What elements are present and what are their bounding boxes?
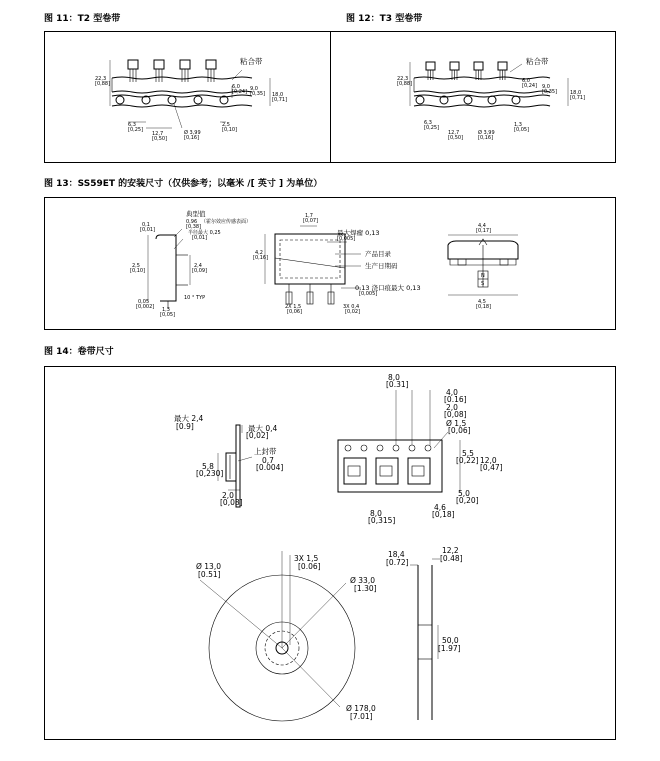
- dim-hole: Ø 1,5: [446, 419, 467, 428]
- fig12-d5i: [0,25]: [424, 125, 440, 131]
- dim-4-5-inch: [0,18]: [476, 304, 492, 310]
- fig11-d4i: [0,71]: [272, 97, 288, 103]
- fig-divider: [330, 31, 331, 163]
- dim-0-1-inch: [0,01]: [140, 227, 156, 233]
- dim-4-6: 4,6: [434, 503, 446, 512]
- dim-2-0b: 2,0: [446, 403, 458, 412]
- lead-dim-inch: [0,02]: [345, 309, 361, 315]
- reel-slot-dim: 3X 1,5: [294, 554, 319, 563]
- dim-4-0: 4,0: [446, 388, 458, 397]
- dim-1-3-inch: [0,05]: [160, 312, 176, 318]
- typical-value-inch: [0,38]: [186, 224, 202, 230]
- radius-note: 半径最大 0,25: [188, 230, 221, 236]
- dim-4-0-inch: [0.16]: [444, 395, 467, 404]
- dim-0-7-inch: [0.004]: [256, 463, 284, 472]
- gate-note: 0,13 浇口痕最大 0,13: [355, 284, 421, 292]
- pole-n: N: [481, 273, 485, 279]
- dim-2-5: 2,5: [132, 263, 140, 269]
- dim-1-7-inch: [0,07]: [303, 218, 319, 224]
- reel-inner-diameter: Ø 33,0: [350, 576, 375, 585]
- max-2-4-inch: [0.9]: [176, 422, 194, 431]
- lead-dim: 3X 0,4: [343, 304, 360, 310]
- fig11-d5i: [0,25]: [128, 127, 144, 133]
- dim-4-6-inch: [0,18]: [432, 510, 455, 519]
- gate-note-inch: [0,005]: [359, 291, 378, 297]
- tape-top-outline: [338, 440, 442, 492]
- fig12-d2i: [0,24]: [522, 83, 538, 89]
- reel-side-outline: [418, 565, 432, 720]
- date-code-label: 生产日期码: [365, 262, 398, 270]
- dim-2-0a-inch: [0,08]: [220, 498, 243, 507]
- dim-4-4: 4,4: [478, 223, 486, 229]
- dim-8-0-top: 8,0: [388, 373, 400, 382]
- fig12-d2: 6,0: [522, 78, 530, 84]
- dim-5-5: 5,5: [462, 449, 474, 458]
- fig12-adhesive-label: 粘合带: [526, 57, 549, 66]
- dim-4-5: 4,5: [478, 299, 486, 305]
- fig12-d8: 1,3: [514, 122, 522, 128]
- fig12-d4: 18,0: [570, 90, 582, 96]
- fig14-tape-top: [330, 370, 510, 530]
- dim-4-4-inch: [0,17]: [476, 228, 492, 234]
- sprocket-holes: [416, 96, 520, 104]
- dim-5-8: 5,8: [202, 462, 214, 471]
- dim-12-0: 12,0: [480, 456, 497, 465]
- fig11-d8i: [0,10]: [222, 127, 238, 133]
- fig12-d6: 12,7: [448, 130, 460, 136]
- fig14-tape-section: [168, 405, 288, 515]
- dim-0-7: 0,7: [262, 456, 274, 465]
- fig14-reel-side: [380, 545, 490, 725]
- dim-5-8-inch: [0,230]: [196, 469, 224, 478]
- product-code-label: 产品目录: [365, 250, 391, 258]
- fig11-d6i: [0,50]: [152, 136, 168, 142]
- fig11-d3: 9,0: [250, 86, 258, 92]
- fig11-d8: 2,5: [222, 122, 230, 128]
- fig11-d5: 6,3: [128, 122, 136, 128]
- fig11-d2: 6,0: [232, 84, 240, 90]
- fig14-reel: [170, 545, 410, 725]
- dim-hole-inch: [0,06]: [448, 426, 471, 435]
- dim-8-0-top-inch: [0.31]: [386, 380, 409, 389]
- fig12-drawing: [392, 50, 592, 150]
- dim-5-0-inch: [0,20]: [456, 496, 479, 505]
- fig11-d3i: [0,35]: [250, 91, 266, 97]
- fig12-d4i: [0,71]: [570, 95, 586, 101]
- dim-2-4: 2,4: [194, 263, 202, 269]
- sprocket-holes: [116, 96, 228, 104]
- angle-note: 10 ° TYP: [184, 295, 206, 301]
- dim-2-5-inch: [0,10]: [130, 268, 146, 274]
- fig12-d6i: [0,50]: [448, 135, 464, 141]
- reel-inner-diameter-inch: [1.30]: [354, 584, 377, 593]
- fig11-drawing: [92, 50, 292, 150]
- dim-0-1: 0,1: [142, 222, 150, 228]
- dim-1-3: 1,3: [162, 307, 170, 313]
- fig11-d1i: [0,88]: [95, 81, 111, 87]
- fig12-d3i: [0,35]: [542, 89, 558, 95]
- max-weld-note-inch: [0,005]: [337, 236, 356, 242]
- fig11-d6: 12,7: [152, 131, 164, 137]
- dim-1-7: 1,7: [305, 213, 313, 219]
- dim-0-05-inch: [0,002]: [136, 304, 155, 310]
- reel-width-18-4-inch: [0.72]: [386, 558, 409, 567]
- fig13-caption: 图 13：SS59ET 的安装尺寸（仅供参考；以毫米 /[ 英寸 ] 为单位）: [44, 179, 323, 189]
- fig11-d7i: [0,16]: [184, 135, 200, 141]
- fig12-d3: 9,0: [542, 84, 550, 90]
- reel-hub-diameter-inch: [0.51]: [198, 570, 221, 579]
- reel-outer-diameter: Ø 178,0: [346, 704, 376, 713]
- dim-8-0-bottom: 8,0: [370, 509, 382, 518]
- dim-0-05: 0,05: [138, 299, 150, 305]
- max-2-4-label: 最大 2,4: [174, 414, 204, 423]
- radius-note-inch: [0,01]: [192, 235, 208, 241]
- pole-s: S: [481, 281, 485, 287]
- fig12-d7i: [0,16]: [478, 135, 494, 141]
- hall-note: （霍尔效应传感表面）: [201, 219, 252, 225]
- fig12-d1i: [0,88]: [397, 81, 413, 87]
- fig12-d1: 22,3: [397, 76, 409, 82]
- fig13-side-view: [128, 205, 252, 323]
- dim-5-0: 5,0: [458, 489, 470, 498]
- dim-2-0b-inch: [0,08]: [444, 410, 467, 419]
- package-front-outline: [275, 234, 345, 304]
- pitch-dim: 2X 1,5: [285, 304, 302, 310]
- max-weld-note: 最大焊瘤 0,13: [337, 229, 380, 237]
- typical-label: 典型值: [186, 210, 206, 218]
- dim-4-2-inch: [0,16]: [253, 255, 269, 261]
- dim-4-2: 4,2: [255, 250, 263, 256]
- fig11-d2i: [0,24]: [232, 89, 248, 95]
- reel-hub-50: 50,0: [442, 636, 459, 645]
- reel-hub-diameter: Ø 13,0: [196, 562, 221, 571]
- fig12-d5: 6,3: [424, 120, 432, 126]
- max-0-4-inch: [0,02]: [246, 431, 269, 440]
- fig12-caption: 图 12：T3 型卷带: [346, 14, 423, 24]
- fig11-d4: 18,0: [272, 92, 284, 98]
- fig12-d8i: [0,05]: [514, 127, 530, 133]
- pitch-dim-inch: [0,06]: [287, 309, 303, 315]
- cover-tape-label: 上封带: [254, 447, 277, 456]
- fig11-adhesive-label: 粘合带: [240, 57, 263, 66]
- max-0-4-label: 最大 0,4: [248, 424, 278, 433]
- fig11-d7: Ø 3,99: [184, 130, 201, 136]
- fig13-front-view: [255, 208, 435, 318]
- fig11-caption: 图 11：T2 型卷带: [44, 14, 121, 24]
- fig12-d7: Ø 3,99: [478, 130, 495, 136]
- reel-hub-50-inch: [1.97]: [438, 644, 461, 653]
- typical-value: 0,96: [186, 219, 198, 225]
- reel-width-12-2-inch: [0.48]: [440, 554, 463, 563]
- package-top-outline: [448, 239, 518, 287]
- dim-5-5-inch: [0,22]: [456, 456, 479, 465]
- reel-outer-diameter-inch: [7.01]: [350, 712, 373, 721]
- fig13-top-view: [440, 215, 530, 315]
- reel-width-18-4: 18,4: [388, 550, 405, 559]
- fig14-caption: 图 14：卷带尺寸: [44, 347, 114, 357]
- reel-slot-dim-inch: [0.06]: [298, 562, 321, 571]
- dim-2-4-inch: [0,09]: [192, 268, 208, 274]
- dim-12-0-inch: [0,47]: [480, 463, 503, 472]
- fig11-d1: 22,3: [95, 76, 107, 82]
- reel-width-12-2: 12,2: [442, 546, 459, 555]
- dim-8-0-bottom-inch: [0,315]: [368, 516, 396, 525]
- dim-2-0a: 2,0: [222, 491, 234, 500]
